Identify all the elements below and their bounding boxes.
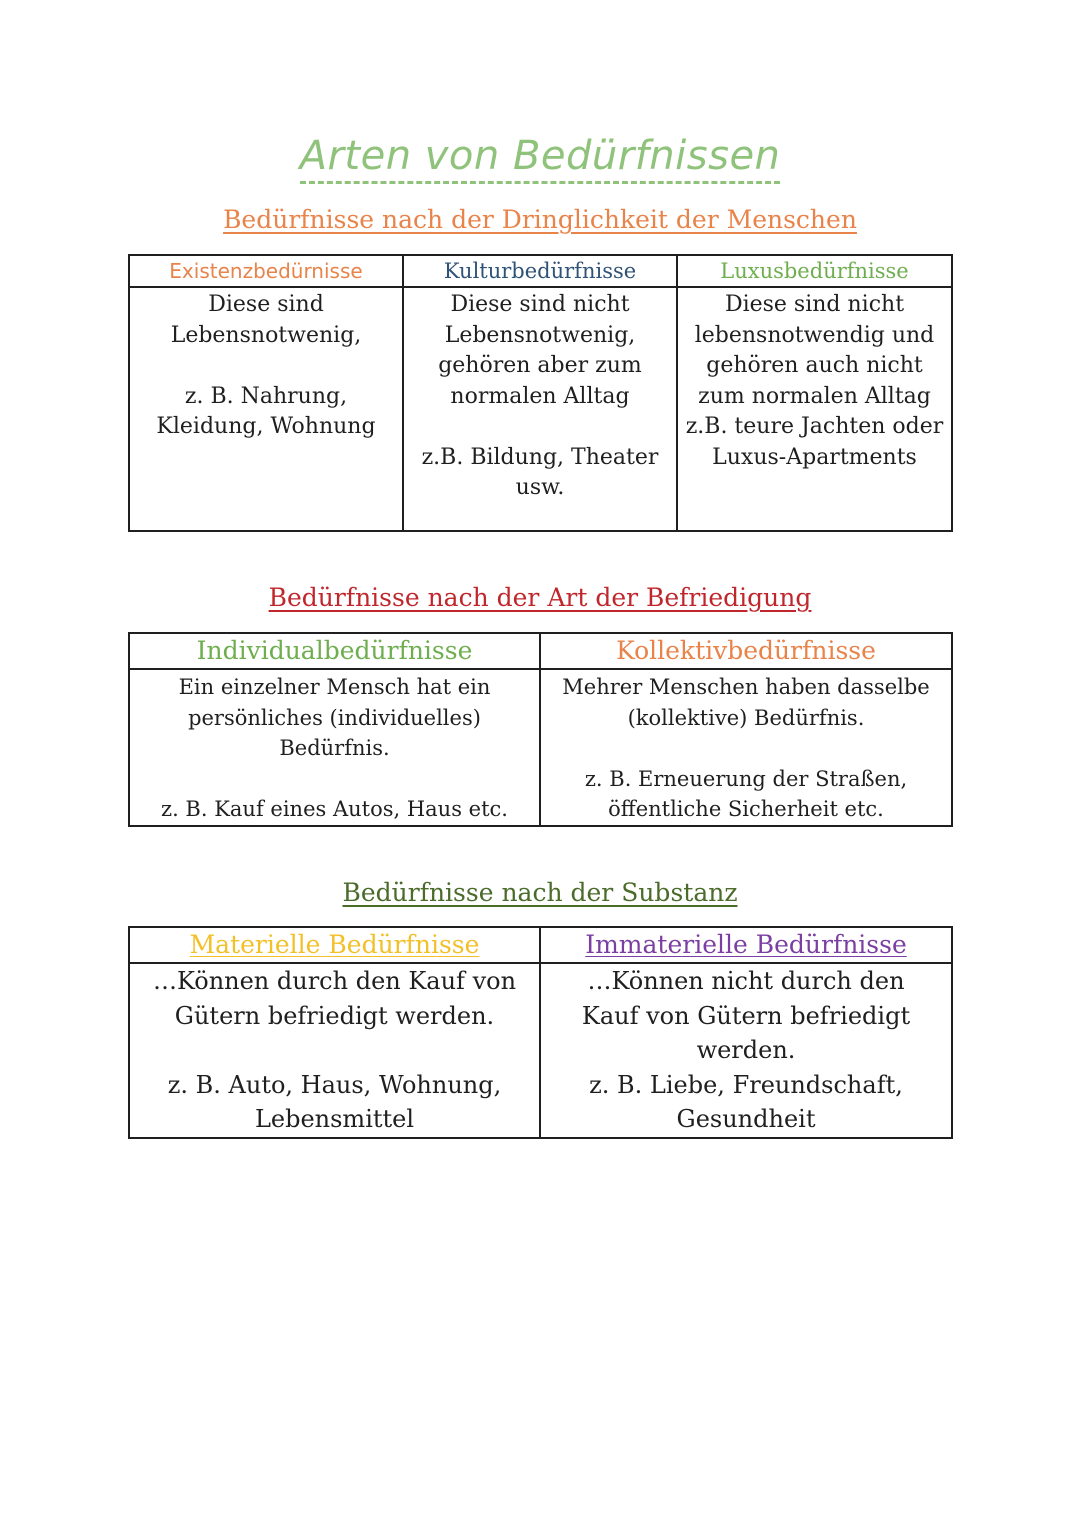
table-substanz bbox=[128, 926, 953, 1139]
table-header-row bbox=[129, 633, 952, 669]
cell-text: gehören aber zum bbox=[438, 353, 642, 378]
cell-text: Kauf von Gütern befriedigt bbox=[581, 1001, 911, 1030]
cell-text: (kollektive) Bedürfnis. bbox=[627, 705, 865, 730]
table-row bbox=[129, 287, 952, 531]
table-header-row bbox=[129, 255, 952, 287]
cell-text: Mehrer Menschen haben dasselbe bbox=[562, 675, 930, 699]
cell-text: werden. bbox=[696, 1036, 796, 1064]
table-header-row bbox=[129, 927, 952, 963]
cell-text: persönliches (individuelles) bbox=[188, 705, 481, 730]
cell-text: Lebensnotwenig, bbox=[444, 322, 636, 348]
cell-text: Bedürfnis. bbox=[279, 736, 390, 760]
cell-example: z.B. teure Jachten oder bbox=[685, 414, 944, 439]
cell-text: Diese sind bbox=[208, 292, 324, 317]
cell-example: z. B. Kauf eines Autos, Haus etc. bbox=[161, 797, 508, 821]
cell-text: gehören auch nicht bbox=[706, 353, 923, 378]
cell-text: zum normalen Alltag bbox=[698, 383, 931, 409]
cell-text: lebensnotwendig und bbox=[694, 322, 935, 348]
cell-text: Lebensnotwenig, bbox=[170, 322, 362, 348]
cell-kultur bbox=[403, 287, 677, 531]
table-befriedigung bbox=[128, 632, 953, 827]
column-header-materiell: Materielle Bedürfnisse bbox=[129, 927, 540, 963]
cell-example: z.B. Bildung, Theater bbox=[421, 444, 659, 470]
section-heading-befriedigung: Bedürfnisse nach der Art der Befriedigung bbox=[268, 583, 812, 612]
page-title bbox=[0, 128, 1080, 184]
cell-example: z. B. Liebe, Freundschaft, bbox=[589, 1070, 903, 1099]
cell-example: Gesundheit bbox=[676, 1105, 816, 1133]
column-header-kultur: Kulturbedürfnisse bbox=[403, 255, 677, 287]
cell-text: Gütern befriedigt werden. bbox=[174, 1001, 495, 1030]
column-header-kollektiv: Kollektivbedürfnisse bbox=[540, 633, 952, 669]
cell-materiell bbox=[129, 963, 540, 1138]
table-row bbox=[129, 963, 952, 1138]
cell-individual bbox=[129, 669, 540, 826]
cell-immateriell bbox=[540, 963, 952, 1138]
page-title-text: Arten von Bedürfnissen bbox=[300, 133, 781, 184]
table-dringlichkeit bbox=[128, 254, 953, 532]
cell-example: Lebensmittel bbox=[254, 1105, 415, 1133]
cell-example: z. B. Erneuerung der Straßen, bbox=[584, 766, 908, 791]
section-heading-substanz: Bedürfnisse nach der Substanz bbox=[342, 878, 738, 907]
cell-text: Diese sind nicht bbox=[724, 292, 905, 317]
cell-example: usw. bbox=[515, 475, 565, 500]
cell-text: …Können durch den Kauf von bbox=[152, 967, 517, 995]
cell-text: Ein einzelner Mensch hat ein bbox=[178, 675, 491, 699]
column-header-individual: Individualbedürfnisse bbox=[129, 633, 540, 669]
cell-text: Diese sind nicht bbox=[450, 292, 630, 317]
section-heading-dringlichkeit: Bedürfnisse nach der Dringlichkeit der Menschen bbox=[223, 205, 857, 234]
cell-text: …Können nicht durch den bbox=[587, 967, 905, 995]
cell-text: normalen Alltag bbox=[450, 383, 630, 409]
column-header-existenz: Existenzbedürnisse bbox=[129, 255, 403, 287]
cell-existenz bbox=[129, 287, 403, 531]
cell-example: z. B. Auto, Haus, Wohnung, bbox=[167, 1070, 502, 1099]
cell-example: z. B. Nahrung, bbox=[184, 383, 348, 409]
cell-example: Luxus-Apartments bbox=[712, 444, 917, 470]
cell-luxus bbox=[677, 287, 952, 531]
column-header-luxus: Luxusbedürfnisse bbox=[677, 255, 952, 287]
cell-example: Kleidung, Wohnung bbox=[156, 414, 376, 439]
table-row bbox=[129, 669, 952, 826]
column-header-immateriell: Immaterielle Bedürfnisse bbox=[540, 927, 952, 963]
cell-kollektiv bbox=[540, 669, 952, 826]
cell-example: öffentliche Sicherheit etc. bbox=[608, 797, 884, 821]
